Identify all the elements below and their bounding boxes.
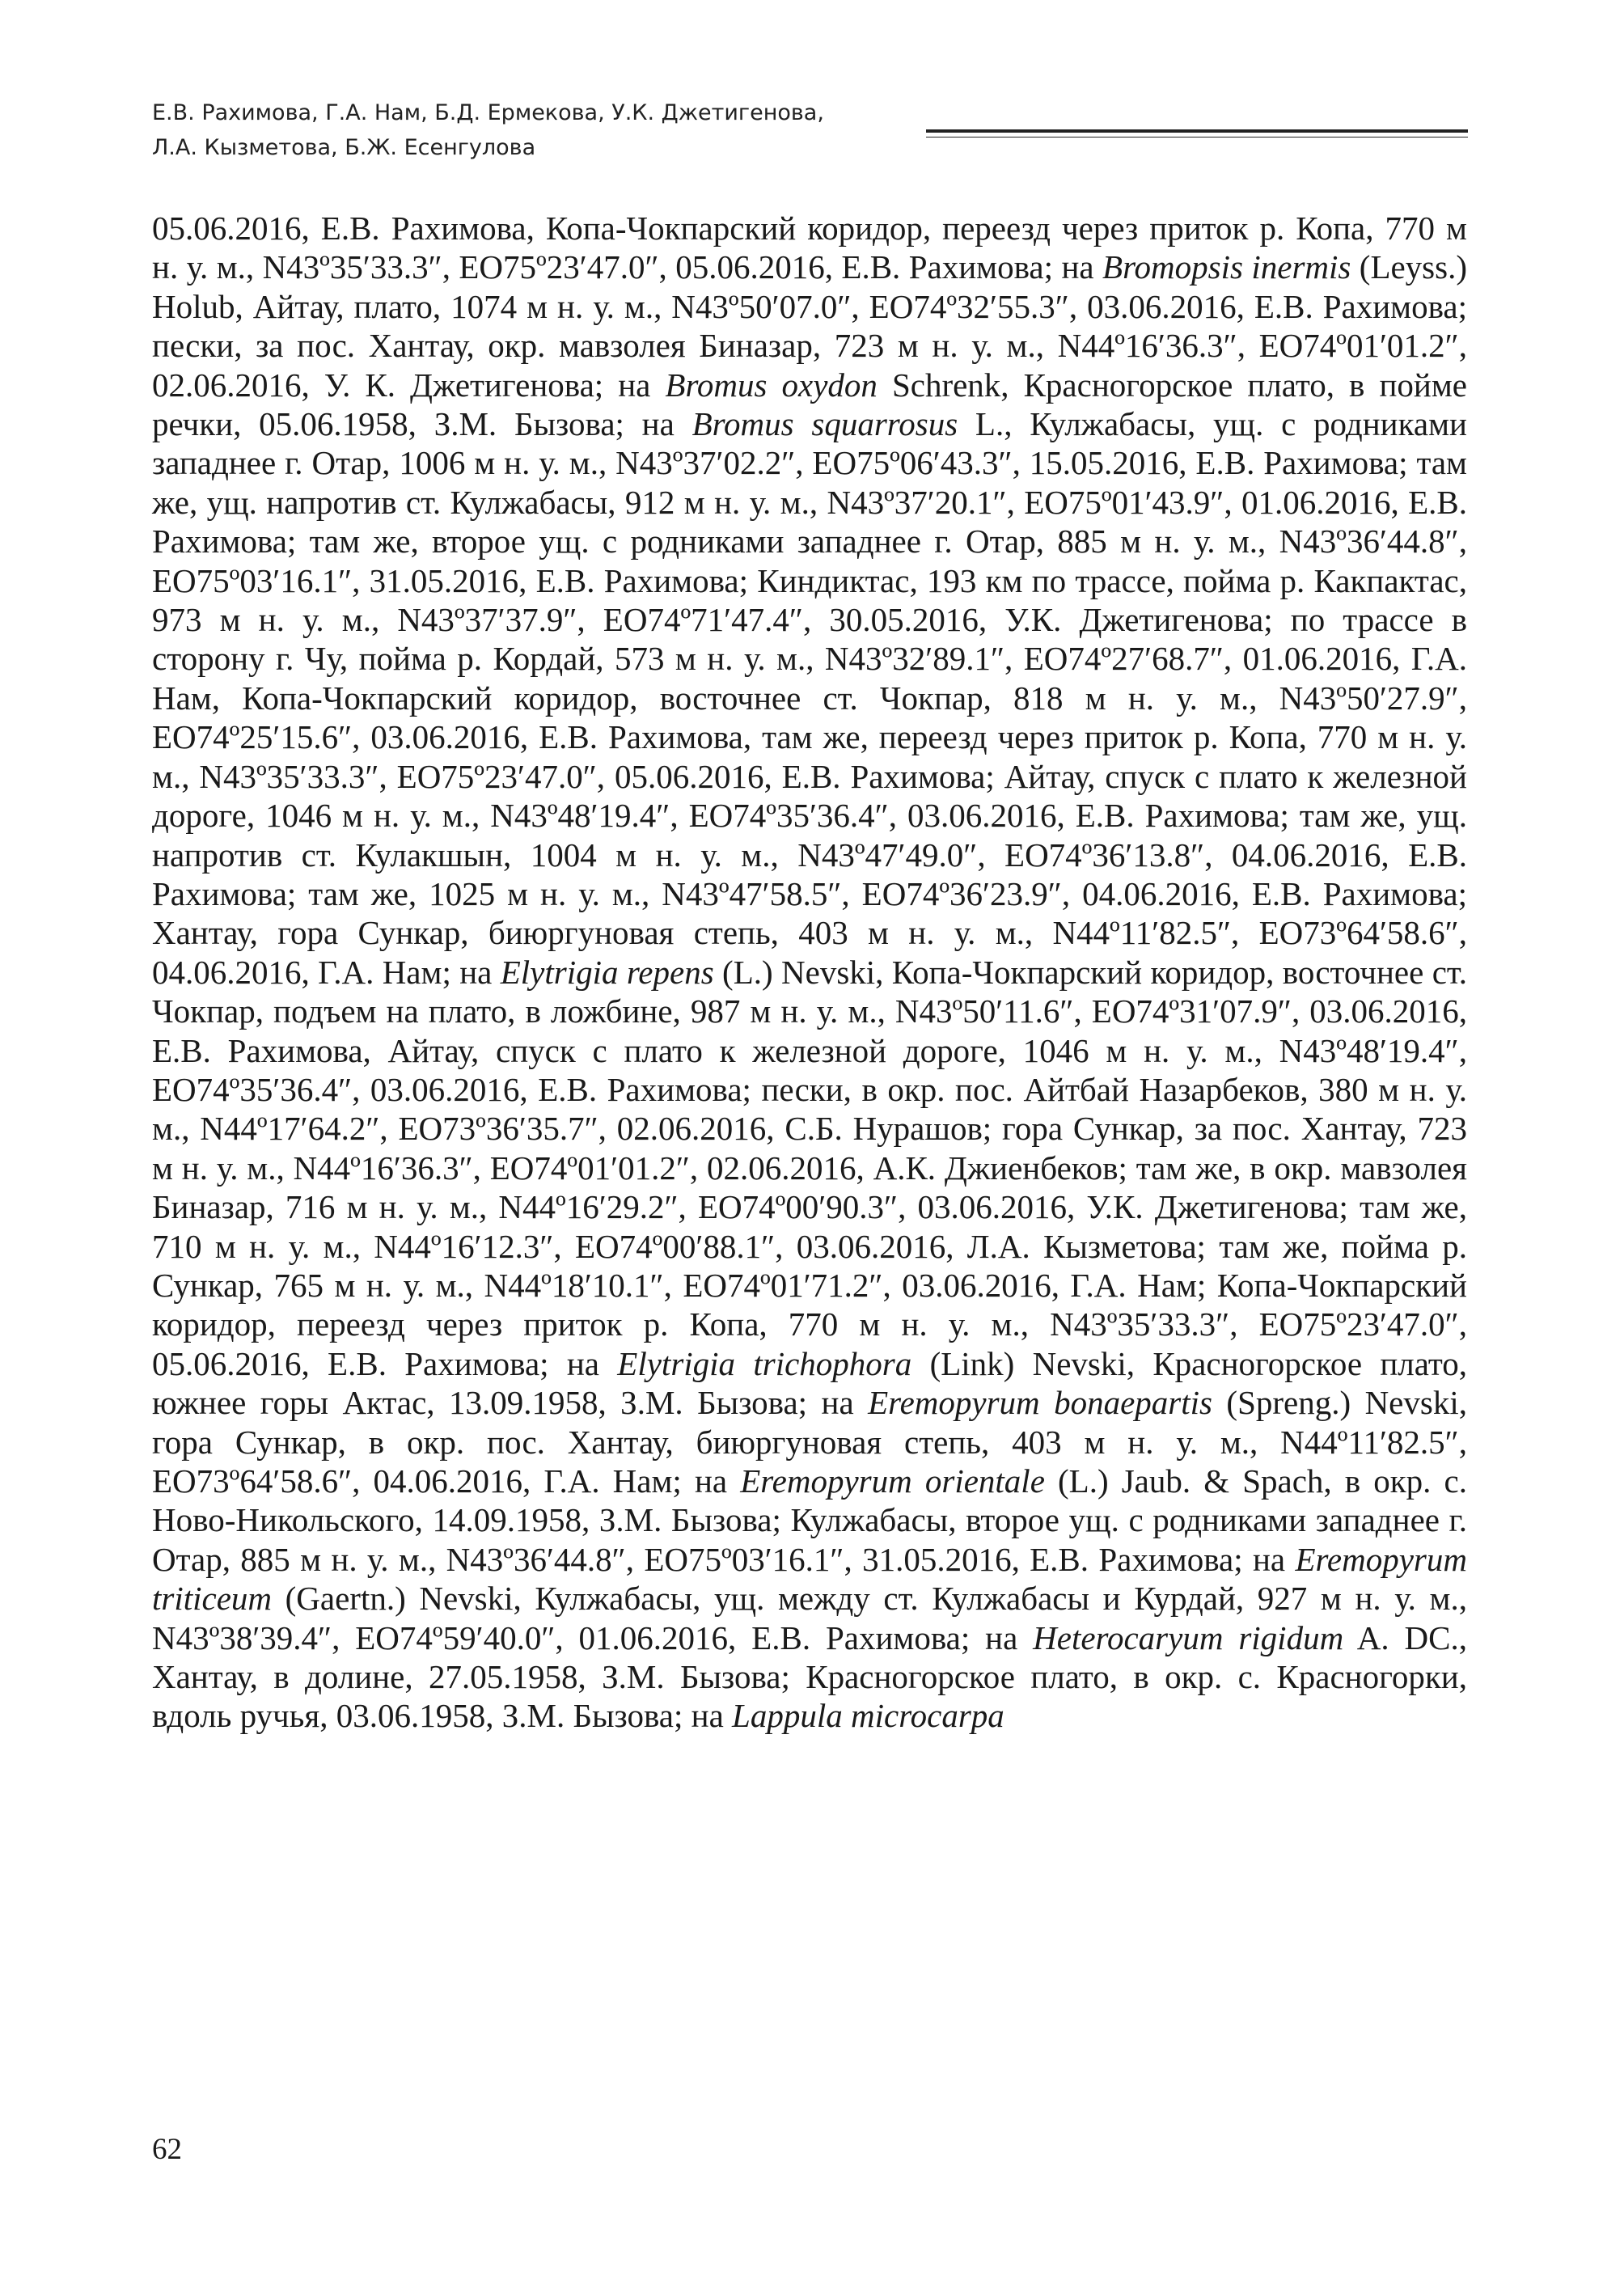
text-run: (Leyss.) Holub, Айтау, плато, 1074 м н. у. м., N43º50′07.0″, EO74º32′55.3″, 03.06.2016, Е.В. Рахимова; пески, за пос. Хантау, окр. мавзолея Биназар, 723 м н. у. м., N44º16′36.3″, EO74º01′01.2″, 02.06.2016, У. К. Джетигенова; на [152,248,1468,404]
text-run: A. DC., Хантау, в долине, 27.05.1958, З.М. Бызова; Красногорское плато, в окр. с. Красногорки, вдоль ручья, 03.06.1958, З.М. Бызова; на [152,1618,1468,1735]
text-run: (Link) Nevski, Красногорское плато, южнее горы Актас, 13.09.1958, З.М. Бызова; на [152,1344,1468,1422]
species-name: Elytrigia trichophora [617,1344,912,1382]
header-authors-line-2: Л.А. Кызметова, Б.Ж. Есенгулова [152,135,536,160]
text-run: L., Кулжабасы, ущ. с родниками западнее г. Отар, 1006 м н. у. м., N43º37′02.2″, EO75º06′43.3″, 15.05.2016, Е.В. Рахимова; там же, ущ. напротив ст. Кулжабасы, 912 м н. у. м., N43º37′20.1″, EO75º01′43.9″, 01.06.2016, Е.В. Рахимова; там же, второе ущ. с родниками западнее г. Отар, 885 м н. у. м., N43º36′44.8″, EO75º03′16.1″, 31.05.2016, Е.В. Рахимова; Киндиктас, 193 км по трассе, пойма р. Какпактас, 973 м н. у. м., N43º37′37.9″, EO74º71′47.4″, 30.05.2016, У.К. Джетигенова; по трассе в сторону г. Чу, пойма р. Кордай, 573 м н. у. м., N43º32′89.1″, EO74º27′68.7″, 01.06.2016, Г.А. Нам, Копа-Чокпарский коридор, восточнее ст. Чокпар, 818 м н. у. м., N43º50′27.9″, EO74º25′15.6″, 03.06.2016, Е.В. Рахимова, там же, переезд через приток р. Копа, 770 м н. у. м., N43º35′33.3″, EO75º23′47.0″, 05.06.2016, Е.В. Рахимова; Айтау, спуск с плато к железной дороге, 1046 м н. у. м., N43º48′19.4″, EO74º35′36.4″, 03.06.2016, Е.В. Рахимова; там же, ущ. напротив ст. Кулакшын, 1004 м н. у. м., N43º47′49.0″, EO74º36′13.8″, 04.06.2016, Е.В. Рахимова; там же, 1025 м н. у. м., N43º47′58.5″, EO74º36′23.9″, 04.06.2016, Е.В. Рахимова; Хантау, гора Сункар, биюргуновая степь, 403 м н. у. м., N44º11′82.5″, EO73º64′58.6″, 04.06.2016, Г.А. Нам; на [152,405,1467,991]
species-name: Bromus squarrosus [691,405,958,443]
text-run: Schrenk, Красногорское плато, в пойме речки, 05.06.1958, З.М. Бызова; на [152,366,1467,443]
species-name: Bromus oxydon [665,366,878,404]
species-name: Heterocaryum rigidum [1033,1618,1344,1656]
header-rule-thick [926,129,1468,133]
running-header [152,95,912,165]
species-name: Elytrigia repens [500,953,714,991]
species-name: Eremopyrum orientale [740,1462,1045,1500]
text-run: (Gaertn.) Nevski, Кулжабасы, ущ. между ст. Кулжабасы и Курдай, 927 м н. у. м., N43º38′39.4″, EO74º59′40.0″, 01.06.2016, Е.В. Рахимова; на [152,1580,1467,1656]
text-run: (Spreng.) Nevski, гора Сункар, в окр. пос. Хантау, биюргуновая степь, 403 м н. у. м., N44º11′82.5″, EO73º64′58.6″, 04.06.2016, Г.А. Нам; на [152,1384,1467,1500]
species-name: Eremopyrum triticeum [152,1540,1467,1618]
species-name: Lappula microcarpa [732,1697,1004,1735]
page-number: 62 [152,2133,182,2166]
text-run: 05.06.2016, Е.В. Рахимова, Копа-Чокпарский коридор, переезд через приток р. Копа, 770 м н. у. м., N43º35′33.3″, EO75º23′47.0″, 05.06.2016, Е.В. Рахимова; на [152,209,1467,286]
species-name: Eremopyrum bonaepartis [868,1384,1212,1422]
text-run: (L.) Nevski, Копа-Чокпарский коридор, восточнее ст. Чокпар, подъем на плато, в ложбине, 987 м н. у. м., N43º50′11.6″, EO74º31′07.9″, 03.06.2016, Е.В. Рахимова, Айтау, спуск с плато к железной дороге, 1046 м н. у. м., N43º48′19.4″, EO74º35′36.4″, 03.06.2016, Е.В. Рахимова; пески, в окр. пос. Айтбай Назарбеков, 380 м н. у. м., N44º17′64.2″, EO73º36′35.7″, 02.06.2016, С.Б. Нурашов; гора Сункар, за пос. Хантау, 723 м н. у. м., N44º16′36.3″, EO74º01′01.2″, 02.06.2016, А.К. Джиенбеков; там же, в окр. мавзолея Биназар, 716 м н. у. м., N44º16′29.2″, EO74º00′90.3″, 03.06.2016, У.К. Джетигенова; там же, 710 м н. у. м., N44º16′12.3″, EO74º00′88.1″, 03.06.2016, Л.А. Кызметова; там же, пойма р. Сункар, 765 м н. у. м., N44º18′10.1″, EO74º01′71.2″, 03.06.2016, Г.А. Нам; Копа-Чокпарский коридор, переезд через приток р. Копа, 770 м н. у. м., N43º35′33.3″, EO75º23′47.0″, 05.06.2016, Е.В. Рахимова; на [152,953,1468,1382]
body-paragraph [152,209,1467,1736]
text-run: (L.) Jaub. & Spach, в окр. с. Ново-Никольского, 14.09.1958, З.М. Бызова; Кулжабасы, второе ущ. с родниками западнее г. Отар, 885 м н. у. м., N43º36′44.8″, EO75º03′16.1″, 31.05.2016, Е.В. Рахимова; на [152,1462,1467,1578]
species-name: Bromopsis inermis [1102,248,1351,286]
header-authors-line-1: Е.В. Рахимова, Г.А. Нам, Б.Д. Ермекова, У.К. Джетигенова, [152,100,824,125]
